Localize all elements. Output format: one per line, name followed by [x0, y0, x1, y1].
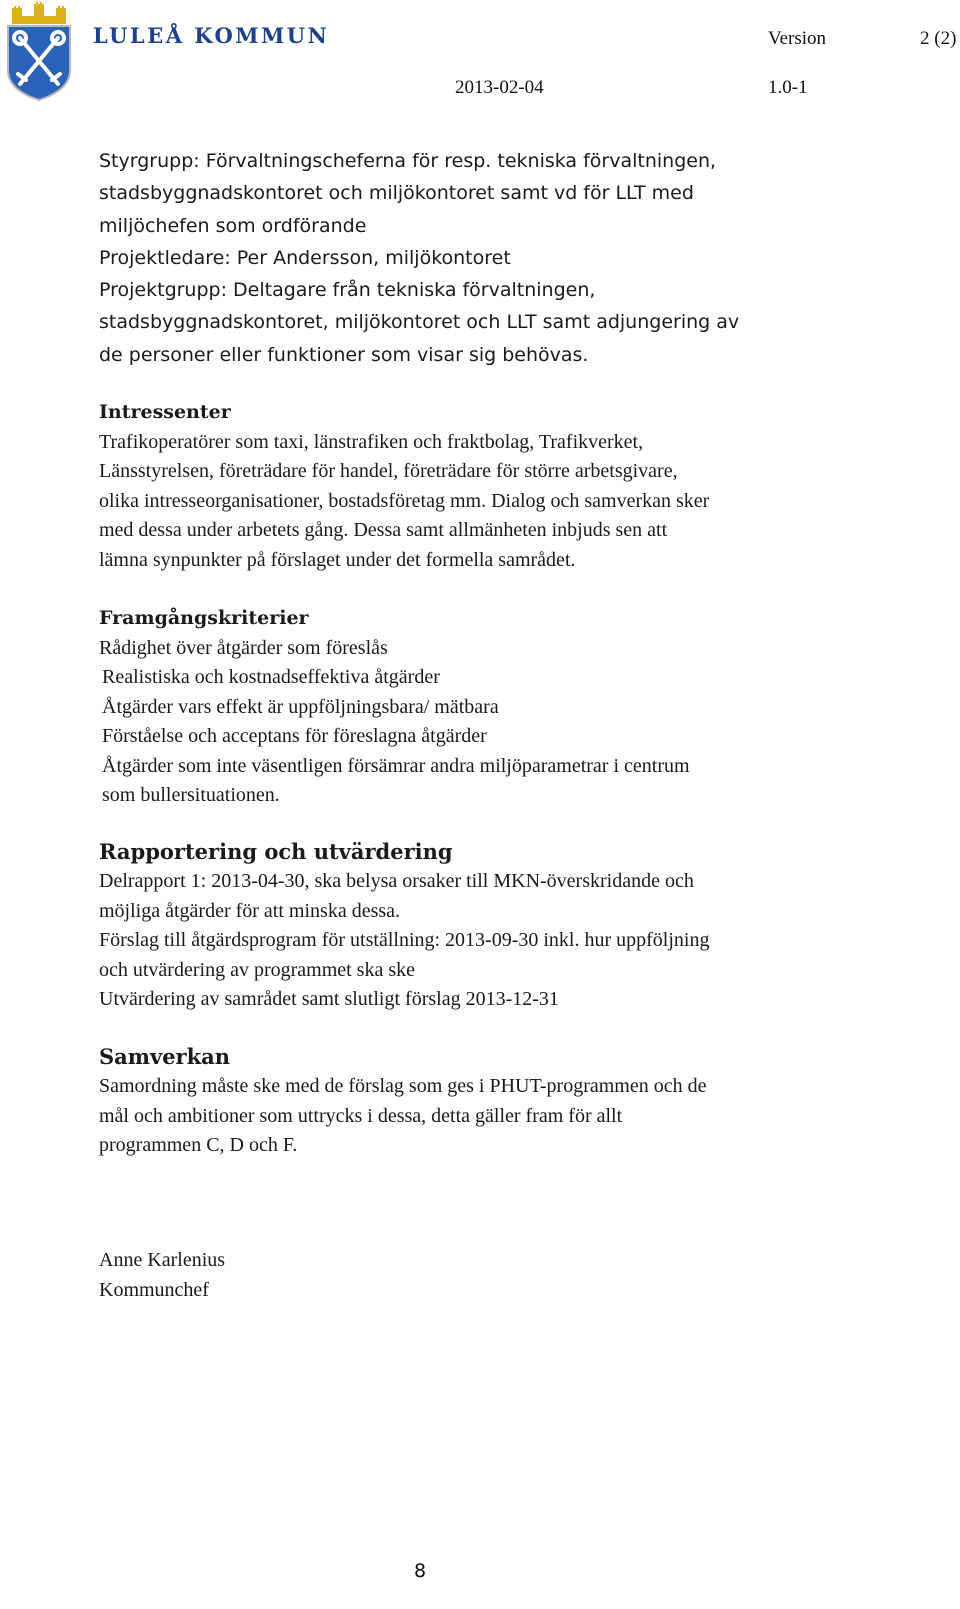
section-heading: Intressenter — [99, 401, 231, 423]
intressenter-section — [99, 398, 879, 575]
document-date: 2013-02-04 — [455, 77, 544, 98]
paragraph-line: miljöchefen som ordförande — [99, 214, 367, 237]
section-heading: Samverkan — [99, 1044, 231, 1069]
footer-page-number: 8 — [413, 1560, 427, 1582]
paragraph-line: Utvärdering av samrådet samt slutligt förslag 2013-12-31 — [99, 988, 559, 1010]
coat-of-arms-logo — [4, 2, 74, 102]
paragraph-line: Förslag till åtgärdsprogram för utställning: 2013-09-30 inkl. hur uppföljning — [99, 929, 710, 951]
list-item: Förståelse och acceptans för föreslagna åtgärder — [102, 725, 487, 747]
paragraph-line: Projektledare: Per Andersson, miljökontoret — [99, 246, 511, 269]
list-item: Rådighet över åtgärder som föreslås — [99, 636, 388, 659]
paragraph-line: stadsbyggnadskontoret, miljökontoret och LLT samt adjungering av — [99, 311, 740, 334]
crown-icon — [12, 2, 66, 24]
paragraph-line: och utvärdering av programmet ska ske — [99, 958, 416, 981]
paragraph-line: programmen C, D och F. — [99, 1134, 298, 1156]
section-heading: Framgångskriterier — [99, 607, 309, 629]
paragraph-line: olika intresseorganisationer, bostadsföretag mm. Dialog och samverkan sker — [99, 489, 710, 512]
signatory-title: Kommunchef — [99, 1278, 209, 1301]
version-number: 1.0-1 — [768, 77, 808, 98]
organisation-name: LULEÅ KOMMUN — [93, 23, 330, 48]
list-item: Åtgärder vars effekt är uppföljningsbara/ mätbara — [102, 695, 499, 718]
list-item: som bullersituationen. — [102, 784, 280, 806]
samverkan-section — [99, 1042, 879, 1161]
list-item: Realistiska och kostnadseffektiva åtgärder — [102, 666, 440, 688]
paragraph-line: Länsstyrelsen, företrädare för handel, företrädare för större arbetsgivare, — [99, 460, 678, 482]
paragraph-line: mål och ambitioner som uttrycks i dessa, detta gäller fram för allt — [99, 1104, 623, 1127]
signatory-name: Anne Karlenius — [99, 1249, 226, 1271]
version-label: Version — [768, 28, 827, 49]
signature-block — [99, 1246, 879, 1305]
paragraph-line: Samordning måste ske med de förslag som ges i PHUT-programmen och de — [99, 1075, 707, 1097]
paragraph-line: Styrgrupp: Förvaltningscheferna för resp. tekniska förvaltningen, — [99, 150, 717, 172]
paragraph-line: möjliga åtgärder för att minska dessa. — [99, 899, 401, 922]
paragraph-line: Projektgrupp: Deltagare från tekniska förvaltningen, — [99, 279, 596, 302]
rapportering-section — [99, 837, 879, 1015]
paragraph-line: Trafikoperatörer som taxi, länstrafiken och fraktbolag, Trafikverket, — [99, 430, 644, 453]
paragraph-line: de personer eller funktioner som visar sig behövas. — [99, 343, 589, 366]
paragraph-line: lämna synpunkter på förslaget under det formella samrådet. — [99, 548, 576, 571]
paragraph-line: Delrapport 1: 2013-04-30, ska belysa orsaker till MKN-överskridande och — [99, 870, 694, 892]
organisation-section — [99, 145, 879, 371]
page-indicator: 2 (2) — [920, 28, 957, 49]
section-heading: Rapportering och utvärdering — [99, 839, 453, 864]
list-item: Åtgärder som inte väsentligen försämrar andra miljöparametrar i centrum — [102, 754, 690, 777]
paragraph-line: stadsbyggnadskontoret och miljökontoret samt vd för LLT med — [99, 182, 694, 205]
paragraph-line: med dessa under arbetets gång. Dessa samt allmänheten inbjuds sen att — [99, 519, 668, 541]
framgangskriterier-section — [99, 604, 879, 811]
